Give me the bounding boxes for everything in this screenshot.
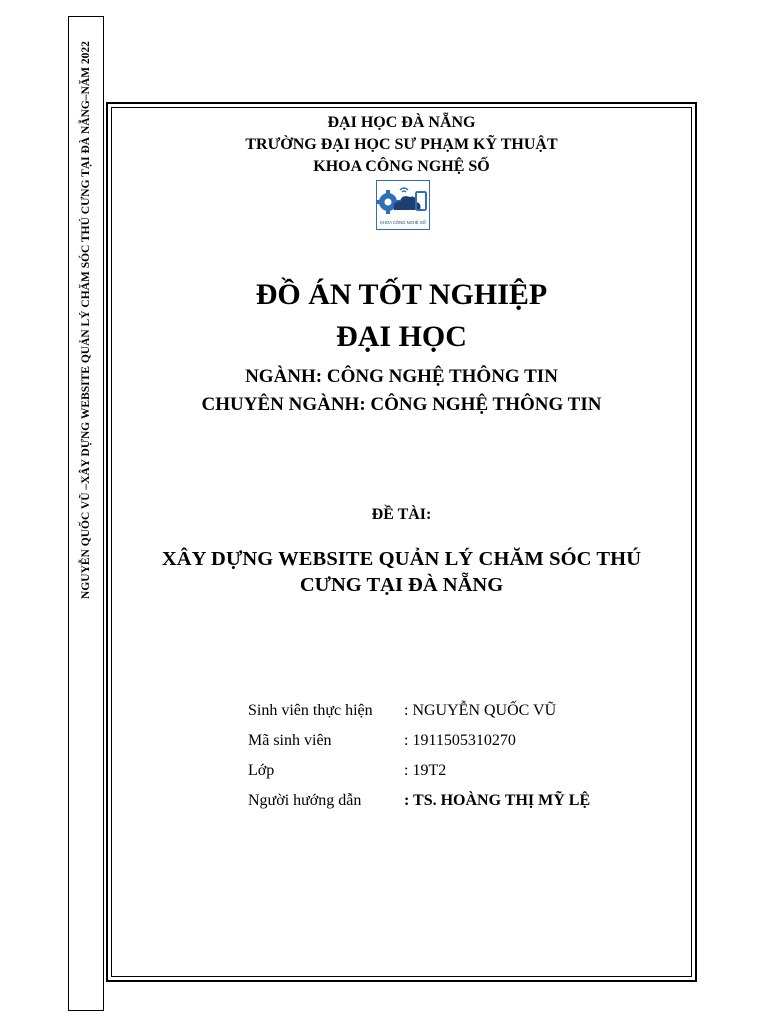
info-row-student-id xyxy=(248,732,590,762)
major: NGÀNH: CÔNG NGHỆ THÔNG TIN xyxy=(245,366,558,387)
topic-label: ĐỀ TÀI: xyxy=(371,506,432,523)
university-name: ĐẠI HỌC ĐÀ NẴNG xyxy=(327,114,476,131)
info-row-student xyxy=(248,702,590,732)
info-row-class xyxy=(248,762,590,792)
specialization: CHUYÊN NGÀNH: CÔNG NGHỆ THÔNG TIN xyxy=(201,394,602,415)
info-value: : TS. HOÀNG THỊ MỸ LỆ xyxy=(404,792,591,809)
school-name: TRƯỜNG ĐẠI HỌC SƯ PHẠM KỸ THUẬT xyxy=(245,136,558,153)
info-label: Lớp xyxy=(248,762,275,779)
spine-strip xyxy=(68,16,104,1011)
document-title-line-2: ĐẠI HỌC xyxy=(336,320,467,353)
topic-title-line-2: CƯNG TẠI ĐÀ NẴNG xyxy=(299,574,504,596)
info-label: Mã sinh viên xyxy=(248,732,332,749)
info-row-supervisor xyxy=(248,792,590,822)
info-label: Người hướng dẫn xyxy=(248,792,362,809)
info-value: : 19T2 xyxy=(404,762,447,779)
topic-title-line-1: XÂY DỰNG WEBSITE QUẢN LÝ CHĂM SÓC THÚ xyxy=(161,548,642,570)
faculty-logo xyxy=(376,180,430,230)
document-title-line-1: ĐỒ ÁN TỐT NGHIỆP xyxy=(255,278,548,311)
faculty-name: KHOA CÔNG NGHỆ SỐ xyxy=(313,158,490,175)
info-value: : NGUYỄN QUỐC VŨ xyxy=(404,702,557,719)
info-value: : 1911505310270 xyxy=(404,732,516,749)
cover-frame xyxy=(106,102,697,982)
logo-caption: KHOA CÔNG NGHỆ SỐ xyxy=(380,220,426,225)
student-info xyxy=(248,702,590,822)
info-label: Sinh viên thực hiện xyxy=(248,702,373,719)
spine-text: NGUYỄN QUỐC VŨ –XÂY DỰNG WEBSITE QUẢN LÝ CHĂM SÓC THÚ CƯNG TẠI ĐÀ NẴNG–NĂM 2022 xyxy=(80,41,92,599)
